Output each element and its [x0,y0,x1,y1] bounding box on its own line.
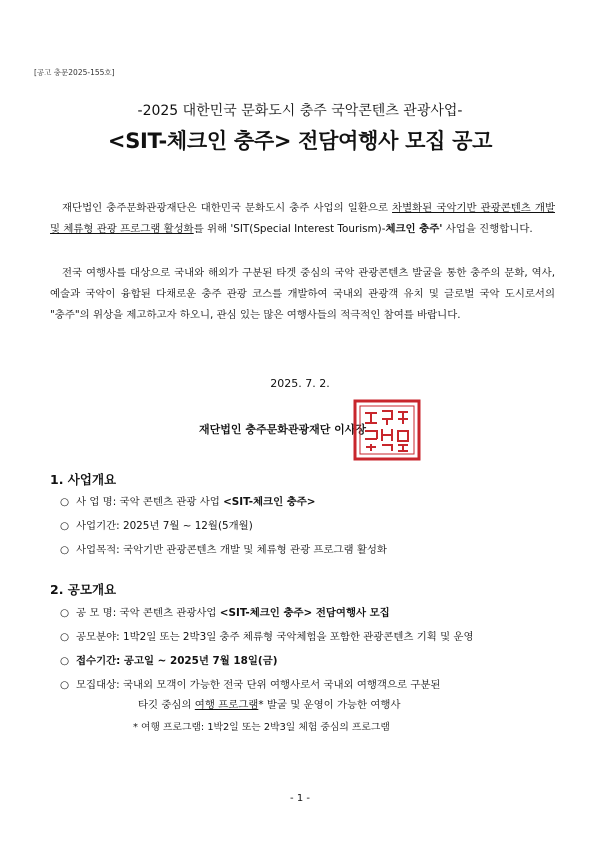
section-1-heading: 1. 사업개요 [50,472,117,487]
list-item: ○ 모집대상: 국내외 모객이 가능한 전국 단위 여행사로서 국내외 여행객으로 구분된 [60,679,441,691]
notice-number: [공고 충문2025-155호] [34,68,115,77]
notice-date: 2025. 7. 2. [270,377,330,390]
underlined-phrase: 차별화된 국악기반 관광콘텐츠 개발 및 체류형 관광 프로그램 활성화 [50,202,555,235]
footnote: * 여행 프로그램: 1박2일 또는 2박3일 체험 중심의 프로그램 [133,722,390,733]
page-number: - 1 - [290,793,310,804]
organization-signature: 재단법인 충주문화관광재단 이사장 [199,423,367,436]
list-item-deadline: ○ 접수기간: 공고일 ~ 2025년 7월 18일(금) [60,655,278,667]
list-item: ○ 공 모 명: 국악 콘텐츠 관광사업 <SIT-체크인 충주> 전담여행사 모집 [60,607,390,619]
section-2-heading: 2. 공모개요 [50,582,117,597]
official-seal [352,399,422,461]
list-item: ○ 공모분야: 1박2일 또는 2박3일 충주 체류형 국악체험을 포함한 관광콘텐츠 기획 및 운영 [60,631,474,643]
intro-paragraph-1: 재단법인 충주문화관광재단은 대한민국 문화도시 충주 사업의 일환으로 차별화된 국악기반 관광콘텐츠 개발 및 체류형 관광 프로그램 활성화를 위해 'SIT(Special Interest Tourism)-체크인 충주' 사업을 진행합니다. [50,202,555,235]
list-item: ○ 사업기간: 2025년 7월 ~ 12월(5개월) [60,520,253,532]
list-item-continuation: 타깃 중심의 여행 프로그램* 발굴 및 운영이 가능한 여행사 [138,699,401,711]
intro-paragraph-2: 전국 여행사를 대상으로 국내와 해외가 구분된 타겟 중심의 국악 관광콘텐츠 발굴을 통한 충주의 문화, 역사, 예술과 국악이 융합된 다채로운 충주 관광 코스를 개발하여 국내외 관광객 유치 및 글로벌 국악 도시로서의 "충주"의 위상을 제고하고자 하오니, 관심 있는 많은 여행사들의 적극적인 참여를 바랍니다. [50,267,555,321]
subtitle: -2025 대한민국 문화도시 충주 국악콘텐츠 관광사업- [137,103,463,119]
list-item: ○ 사업목적: 국악기반 관광콘텐츠 개발 및 체류형 관광 프로그램 활성화 [60,544,387,556]
page-title: <SIT-체크인 충주> 전담여행사 모집 공고 [107,129,493,153]
list-item: ○ 사 업 명: 국악 콘텐츠 관광 사업 <SIT-체크인 충주> [60,496,316,508]
